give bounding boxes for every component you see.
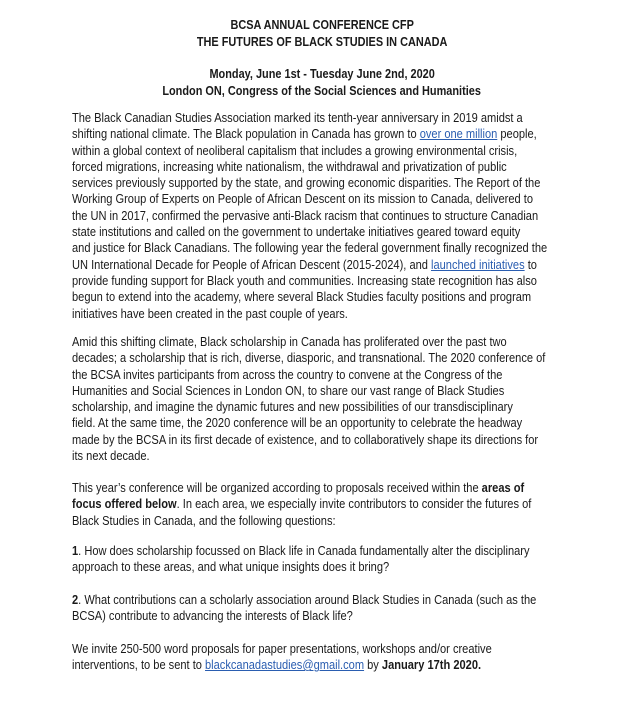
text-run: . How does scholarship focussed on Black life in Canada fundamentally alter the disciplinary <box>78 543 530 558</box>
text-run: by <box>364 657 382 673</box>
text-run: initiatives have been created in the past couple of years. <box>72 305 348 321</box>
text-line <box>72 431 539 448</box>
text-line <box>72 240 548 256</box>
text-run: its next decade. <box>72 448 150 464</box>
text-line <box>72 175 541 191</box>
text-run: the BCSA invites participants from across the country to convene at the Congress of the <box>72 366 503 382</box>
text-line <box>72 110 526 126</box>
hyperlink[interactable]: launched initiatives <box>431 256 525 272</box>
text-run: to <box>524 256 537 272</box>
text-run: made by the BCSA in its first decade of existence, and to collaboratively shape its directions for <box>72 431 539 447</box>
text-run: provide funding support for Black youth and communities. Increasing state recognition has also <box>72 272 537 288</box>
paragraph <box>72 480 612 529</box>
text-line <box>72 306 526 322</box>
text-run: . In each area, we especially invite contributors to consider the futures of <box>176 496 532 512</box>
document-subtitle <box>0 34 644 50</box>
text-line <box>72 143 526 159</box>
text-line <box>72 513 526 529</box>
text-run: Working Group of Experts on People of African Descent on its mission to Canada, delivered to <box>72 191 533 207</box>
text-run: begun to extend into the academy, where several Black Studies faculty positions and program <box>72 289 532 305</box>
paragraph <box>72 641 612 674</box>
text-line <box>72 559 526 575</box>
paragraph <box>72 592 612 625</box>
text-run: the UN in 2017, confirmed the pervasive anti-Black racism that continues to structure Canadian <box>72 207 539 223</box>
text-line <box>72 399 526 415</box>
text-line <box>72 415 526 431</box>
text-line <box>72 256 537 273</box>
bold-text: 2 <box>72 592 79 607</box>
paragraph <box>72 110 612 322</box>
text-run: decades; a scholarship that is rich, diverse, diasporic, and transnational. The 2020 conference of <box>72 350 546 366</box>
text-line <box>72 289 532 305</box>
text-line <box>72 480 526 496</box>
text-run: and justice for Black Canadians. The following year the federal government finally recognized the <box>72 240 548 256</box>
text-run: BCSA) contribute to advancing the interests of Black life? <box>72 608 353 624</box>
subtitle-text: THE FUTURES OF BLACK STUDIES IN CANADA <box>196 34 448 49</box>
title-text: BCSA ANNUAL CONFERENCE CFP <box>230 17 414 32</box>
document-title <box>0 17 644 33</box>
text-line <box>72 159 526 175</box>
text-line <box>72 207 539 224</box>
text-line <box>72 641 526 657</box>
bold-text: areas of <box>481 480 525 495</box>
text-line <box>72 367 526 383</box>
text-run: within a global context of neoliberal capitalism that includes a growing environmental crisis, <box>72 142 518 158</box>
text-run: approach to these areas, and what unique insights does it bring? <box>72 559 390 575</box>
text-line <box>72 350 546 366</box>
text-line <box>72 448 526 464</box>
text-line <box>72 657 526 673</box>
conference-location <box>0 83 644 99</box>
text-run: We invite 250-500 word proposals for paper presentations, workshops and/or creative <box>72 641 492 656</box>
bold-text: focus offered below <box>72 496 177 512</box>
text-line <box>72 592 537 608</box>
text-line <box>72 543 530 559</box>
text-line <box>72 496 532 512</box>
text-run: shifting national climate. The Black population in Canada has grown to <box>72 126 420 142</box>
text-run: Black Studies in Canada, and the following questions: <box>72 512 336 528</box>
text-run: This year’s conference will be organized according to proposals received within the <box>72 480 482 495</box>
text-run: . What contributions can a scholarly association around Black Studies in Canada (such as the <box>78 592 537 607</box>
hyperlink[interactable]: blackcanadastudies@gmail.com <box>205 657 365 673</box>
text-run: interventions, to be sent to <box>72 657 206 673</box>
hyperlink[interactable]: over one million <box>419 126 498 142</box>
paragraph <box>72 543 612 576</box>
text-line <box>72 224 526 240</box>
text-line <box>72 383 526 399</box>
text-line <box>72 191 533 207</box>
text-run: field. At the same time, the 2020 conference will be an opportunity to celebrate the headway <box>72 415 523 431</box>
text-line <box>72 272 537 289</box>
text-run: services previously supported by the state, and growing economic disparities. The Report of the <box>72 175 541 191</box>
text-run: The Black Canadian Studies Association marked its tenth-year anniversary in 2019 amidst a <box>72 110 523 125</box>
text-line <box>72 334 526 350</box>
text-run: forced migrations, increasing white nationalism, the withdrawal and privatization of public <box>72 158 507 174</box>
location-text: London ON, Congress of the Social Sciences and Humanities <box>162 83 482 98</box>
text-run: people, <box>497 126 537 142</box>
text-run: Amid this shifting climate, Black scholarship in Canada has proliferated over the past two <box>72 334 507 349</box>
text-run: UN International Decade for People of African Descent (2015-2024), and <box>72 256 432 272</box>
bold-text: 1 <box>72 543 79 558</box>
bold-text: January 17th 2020. <box>381 657 482 673</box>
text-run: Humanities and Social Sciences in London ON, to share our vast range of Black Studies <box>72 382 505 398</box>
text-run: state institutions and called on the government to undertake initiatives geared toward equity <box>72 224 521 240</box>
dates-text: Monday, June 1st - Tuesday June 2nd, 2020 <box>209 66 435 81</box>
text-line <box>72 608 526 624</box>
conference-dates <box>0 66 644 82</box>
paragraph <box>72 334 612 464</box>
text-line <box>72 126 537 142</box>
text-run: scholarship, and imagine the dynamic futures and new possibilities of our transdisciplinary <box>72 399 513 415</box>
